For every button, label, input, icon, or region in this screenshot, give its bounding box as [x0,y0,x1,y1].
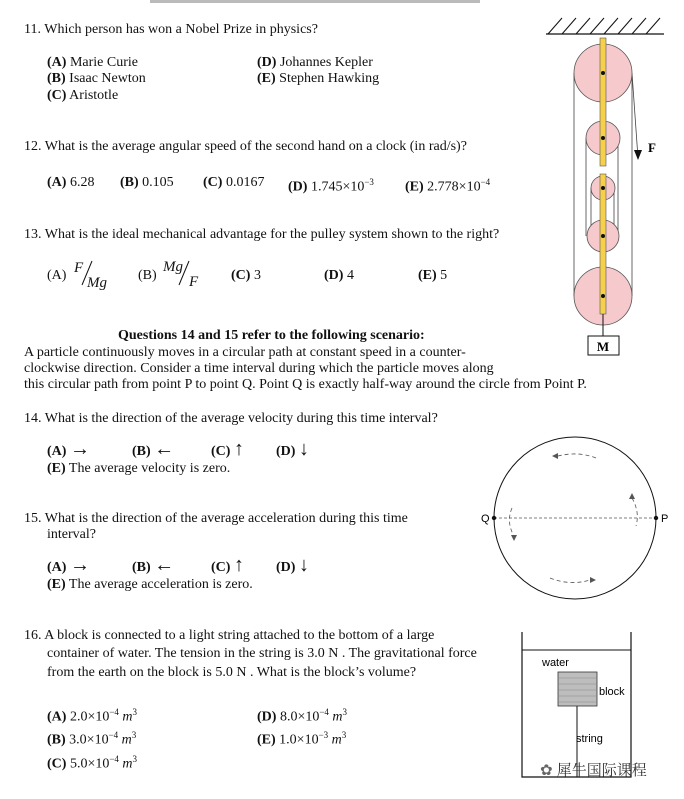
q16-choice-c[interactable] [47,751,137,773]
top-cut-line [150,0,480,3]
choice-text: Johannes Kepler [279,55,373,70]
q12-choice-a[interactable] [47,174,94,191]
down-arrow-icon: ↓ [298,438,309,460]
exponent: −4 [480,177,491,187]
exponent: −4 [109,707,119,717]
choice-label: (A) [47,55,67,70]
ceiling-hatch [548,18,660,34]
string-label: string [576,733,603,745]
choice-label: (B) [132,560,151,575]
q13-stem: 13. What is the ideal mechanical advantage for the pulley system shown to the right? [24,227,500,242]
unit: m [122,709,133,725]
q11-stem: 11. Which person has won a Nobel Prize in physics? [24,22,318,37]
unit-exponent: 3 [342,707,348,717]
choice-label: (A) [47,560,67,575]
circular-path-diagram [478,434,668,608]
q16-choice-a[interactable] [47,704,137,726]
q13-b-numerator: Mg [163,259,183,275]
scenario-line-3: this circular path from point P to point Q. Point Q is exactly half-way around the circle from Point P. [24,377,587,392]
point-p-dot [654,516,658,520]
choice-label: (C) [47,88,67,103]
point-q-dot [492,516,496,520]
choice-label: (D) [257,709,277,725]
exponent: −4 [319,707,329,717]
q16-choice-d[interactable] [257,704,347,726]
choice-text: Aristotle [69,88,119,103]
unit: m [331,732,342,748]
block [558,672,597,706]
q11-choice-a[interactable] [47,54,138,71]
q13-choice-e[interactable] [418,267,447,284]
choice-label: (A) [47,709,67,725]
point-p-label: P [661,513,668,525]
q15-choice-e[interactable] [47,576,253,593]
q16-choice-e[interactable] [257,727,346,749]
unit: m [122,756,133,772]
choice-label: (C) [47,756,67,772]
choice-label: (C) [211,444,231,459]
q15-stem-line-1: 15. What is the direction of the average acceleration during this time [24,511,408,526]
left-arrow-icon: ← [154,438,175,460]
choice-label: (D) [324,268,344,283]
pulley-diagram [540,10,670,360]
q11-choice-b[interactable] [47,70,146,87]
choice-text: 5 [440,268,448,283]
wechat-icon: ✿ [540,762,553,779]
motion-arrows [509,454,637,583]
point-q-label: Q [481,513,490,525]
choice-text: Stephen Hawking [279,71,380,86]
q14-stem: 14. What is the direction of the average velocity during this time interval? [24,411,438,426]
q12-choice-b[interactable] [120,174,174,191]
exponent: −3 [364,177,374,187]
q12-choice-d[interactable] [288,174,374,196]
choice-label: (E) [47,461,66,476]
choice-label: (B) [120,175,139,190]
choice-label: (D) [288,179,308,195]
q15-choice-b[interactable] [132,554,175,576]
right-arrow-icon: → [69,438,90,460]
q11-choice-d[interactable] [257,54,373,71]
choice-text: 6.28 [69,175,95,190]
choice-text: Isaac Newton [69,71,146,86]
unit-exponent: 3 [341,730,347,740]
q13-a-denominator: Mg [87,275,107,291]
q15-choice-a[interactable] [47,554,90,576]
water-label: water [542,657,569,669]
q14-choice-d[interactable] [276,438,309,460]
upper-rod [600,38,606,166]
choice-text: Marie Curie [69,55,138,70]
q16-stem-line-2: container of water. The tension in the string is 3.0 N . The gravitational force [47,646,477,661]
choice-text: 0.105 [142,175,174,190]
q13-choice-c[interactable] [231,267,261,284]
scenario-line-2: clockwise direction. Consider a time interval during which the particle moves along [24,361,494,376]
choice-label: (E) [47,577,66,592]
choice-label: (D) [276,444,296,459]
choice-label: (D) [276,560,296,575]
q11-choice-e[interactable] [257,70,379,87]
left-arrow-icon: ← [154,554,175,576]
scenario-heading: Questions 14 and 15 refer to the following scenario: [118,328,425,343]
choice-label: (A) [47,444,67,459]
choice-text: 5.0×10 [69,756,110,772]
right-arrow-icon: → [69,554,90,576]
choice-label: (E) [257,71,276,86]
q13-choice-b-label[interactable]: (B) [138,268,157,283]
lower-rod [600,174,606,314]
exponent: −4 [109,754,119,764]
q14-choice-e[interactable] [47,460,230,477]
choice-text: 1.745×10 [310,179,365,195]
choice-label: (B) [47,732,66,748]
q14-choice-c[interactable] [211,438,244,460]
choice-text: 1.0×10 [279,732,319,748]
q13-choice-a-label[interactable]: (A) [47,268,67,283]
watermark [540,762,647,779]
q12-stem: 12. What is the average angular speed of the second hand on a clock (in rad/s)? [24,139,467,154]
q13-b-denominator: F [189,274,199,290]
force-label: F [648,140,656,155]
exponent: −3 [318,730,329,740]
choice-text: 8.0×10 [279,709,320,725]
q16-stem-line-1: 16. A block is connected to a light string attached to the bottom of a large [24,628,435,643]
choice-text: 3 [253,268,261,283]
choice-text: 3.0×10 [69,732,109,748]
q13-choice-d[interactable] [324,267,354,284]
choice-label: (C) [231,268,251,283]
q15-stem-line-2: interval? [47,527,96,542]
q12-choice-c[interactable] [203,174,264,191]
choice-text: 2.778×10 [427,179,481,195]
choice-text: 0.0167 [225,175,265,190]
choice-text: 4 [346,268,354,283]
up-arrow-icon: ↑ [233,438,244,460]
q13-a-numerator: F [74,260,84,276]
unit-exponent: 3 [132,754,138,764]
unit-exponent: 3 [131,730,137,740]
choice-label: (D) [257,55,277,70]
choice-label: (E) [418,268,437,283]
q16-choice-b[interactable] [47,727,136,749]
q15-choice-c[interactable] [211,554,244,576]
choice-label: (C) [211,560,231,575]
scenario-line-1: A particle continuously moves in a circular path at constant speed in a counter- [24,345,466,360]
up-arrow-icon: ↑ [233,554,244,576]
exponent: −4 [108,730,119,740]
choice-text: The average acceleration is zero. [68,577,253,592]
choice-label: (E) [257,732,276,748]
choice-text: The average velocity is zero. [68,461,231,476]
down-arrow-icon: ↓ [298,554,309,576]
q11-choice-c[interactable] [47,87,118,104]
choice-text: 2.0×10 [69,709,110,725]
choice-label: (E) [405,179,424,195]
unit-exponent: 3 [132,707,138,717]
q12-choice-e[interactable] [405,174,490,196]
force-arrow-icon [634,150,642,160]
q16-stem-line-3: from the earth on the block is 5.0 N . What is the block’s volume? [47,665,417,680]
mass-label: M [596,339,610,354]
choice-label: (C) [203,175,223,190]
unit: m [332,709,343,725]
q14-choice-a[interactable] [47,438,90,460]
watermark-text: 犀牛国际课程 [556,762,647,779]
unit: m [121,732,132,748]
q14-choice-b[interactable] [132,438,175,460]
q15-choice-d[interactable] [276,554,309,576]
choice-label: (B) [132,444,151,459]
block-label: block [599,686,625,698]
choice-label: (B) [47,71,66,86]
choice-label: (A) [47,175,67,190]
water-tank-diagram [520,630,636,780]
